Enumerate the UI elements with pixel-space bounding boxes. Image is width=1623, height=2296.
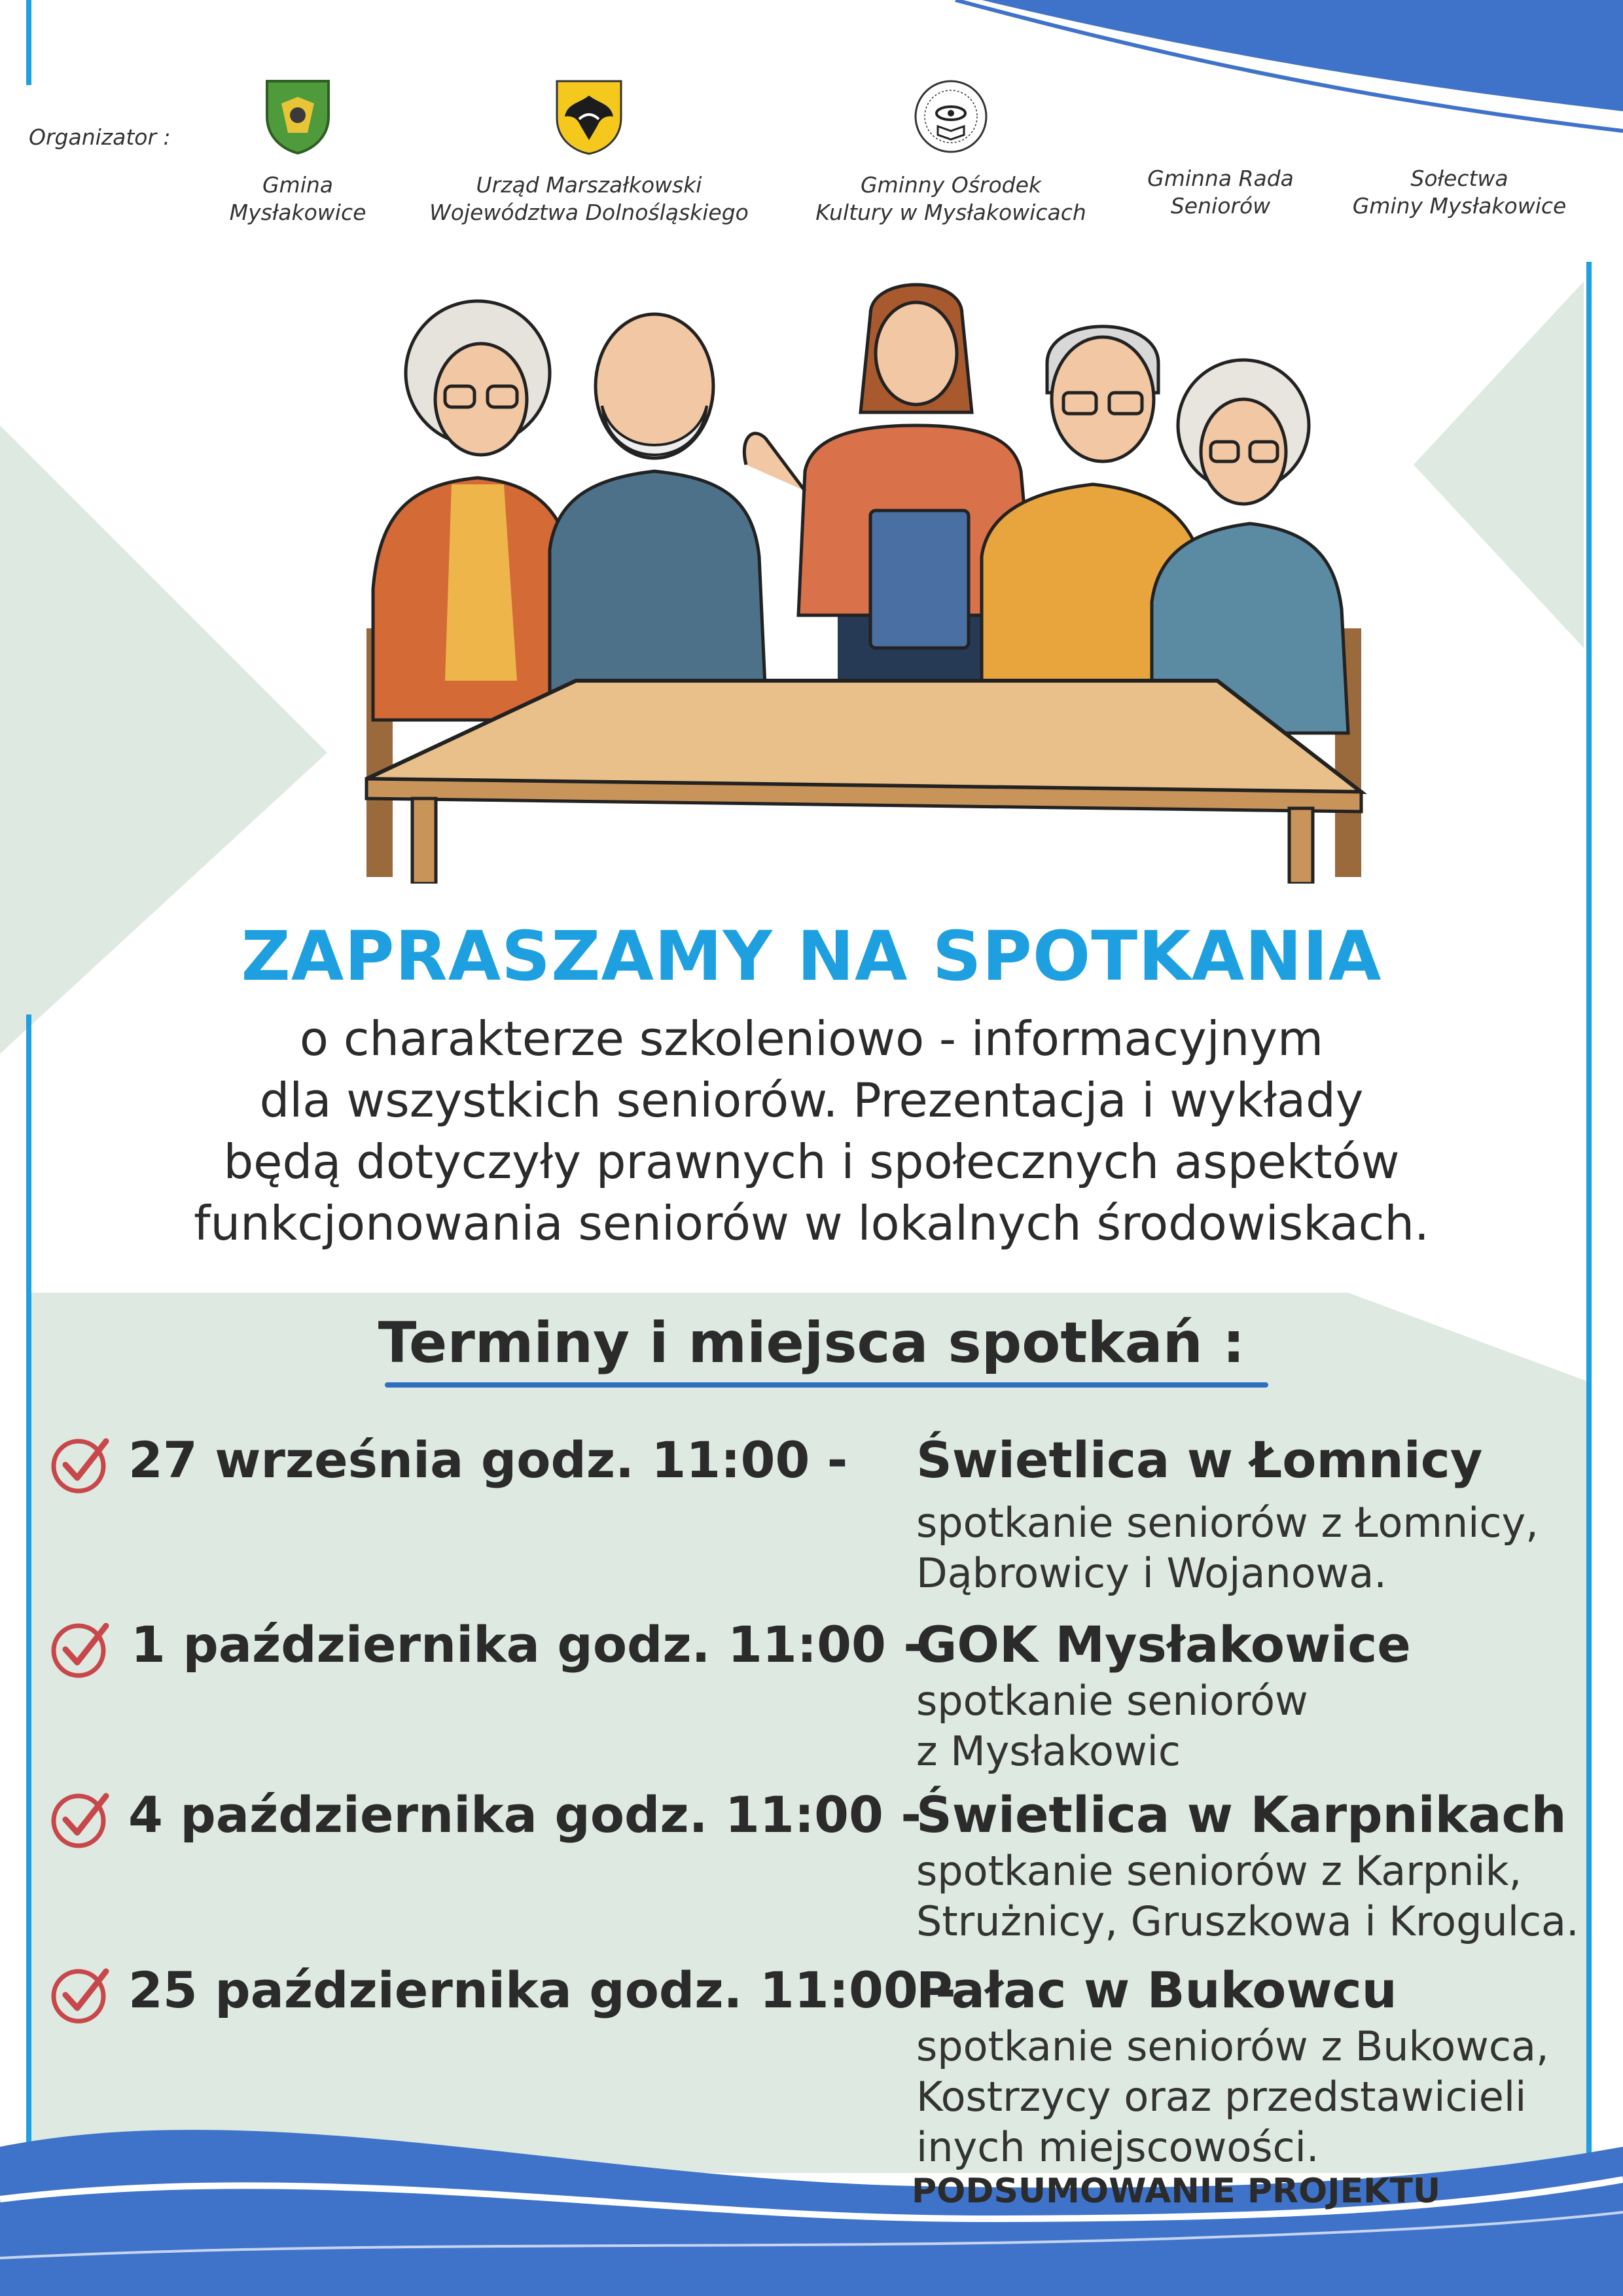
description-line: o charakterze szkoleniowo - informacyjnym [299,1011,1324,1066]
organizer-solectwa: Sołectwa Gminy Mysłakowice [1352,166,1567,219]
schedule-date: 25 października godz. 11:00 - [128,1961,956,2019]
check-circle-icon [47,1962,113,2028]
organizer-urzad: Urząd Marszałkowski Województwa Dolnośląskiego [419,77,759,226]
schedule-date: 4 października godz. 11:00 - [128,1785,921,1844]
organizer-label: Organizator : [29,124,171,150]
schedule-details: spotkanie seniorów z Mysłakowic [916,1677,1308,1775]
schedule-title-underline [385,1382,1268,1388]
eagle-crest-icon [553,77,625,156]
check-circle-icon [47,1617,113,1682]
schedule-date: 27 września godz. 11:00 - [128,1431,848,1489]
organizer-gok: Gminny Ośrodek Kultury w Mysłakowicach [804,77,1098,226]
description-line: będą dotyczyły prawnych i społecznych aspektów [223,1134,1400,1189]
schedule-details: spotkanie seniorów z Bukowca, Kostrzycy oraz przedstawicieli inych miejscowości. [916,2022,1549,2171]
description-line: funkcjonowania seniorów w lokalnych środowiskach. [194,1196,1429,1251]
organizer-rada-seniorow: Gminna Rada Seniorów [1147,166,1294,219]
description-line: dla wszystkich seniorów. Prezentacja i wykłady [259,1073,1364,1128]
schedule-details: spotkanie seniorów z Łomnicy, Dąbrowicy i Wojanowa. [916,1499,1539,1597]
schedule-place: Świetlica w Łomnicy [916,1431,1483,1489]
schedule-place: Świetlica w Karpnikach [916,1785,1567,1844]
schedule-place: GOK Mysłakowice [916,1615,1411,1674]
table [366,681,1361,884]
senior-man-bearded [550,314,766,700]
senior-woman-right [1152,360,1348,733]
seniors-meeting-illustration [353,275,1374,884]
gok-seal-icon [912,77,990,156]
schedule-date: 1 października godz. 11:00 - [131,1615,924,1674]
organizer-gmina: Gmina Mysłakowice [223,77,373,226]
gmina-crest-icon [262,77,334,156]
headline: ZAPRASZAMY NA SPOTKANIA [241,916,1382,996]
schedule-place: Pałac w Bukowcu [916,1961,1397,2019]
schedule-title: Terminy i miejsca spotkań : [378,1310,1245,1376]
check-circle-icon [47,1432,113,1498]
schedule-details: spotkanie seniorów z Karpnik, Strużnicy, Gruszkowa i Krogulca. [916,1847,1579,1945]
senior-woman-left [373,301,576,720]
project-summary-label: PODSUMOWANIE PROJEKTU [912,2172,1441,2211]
check-circle-icon [47,1787,113,1852]
description [0,1008,1623,1254]
